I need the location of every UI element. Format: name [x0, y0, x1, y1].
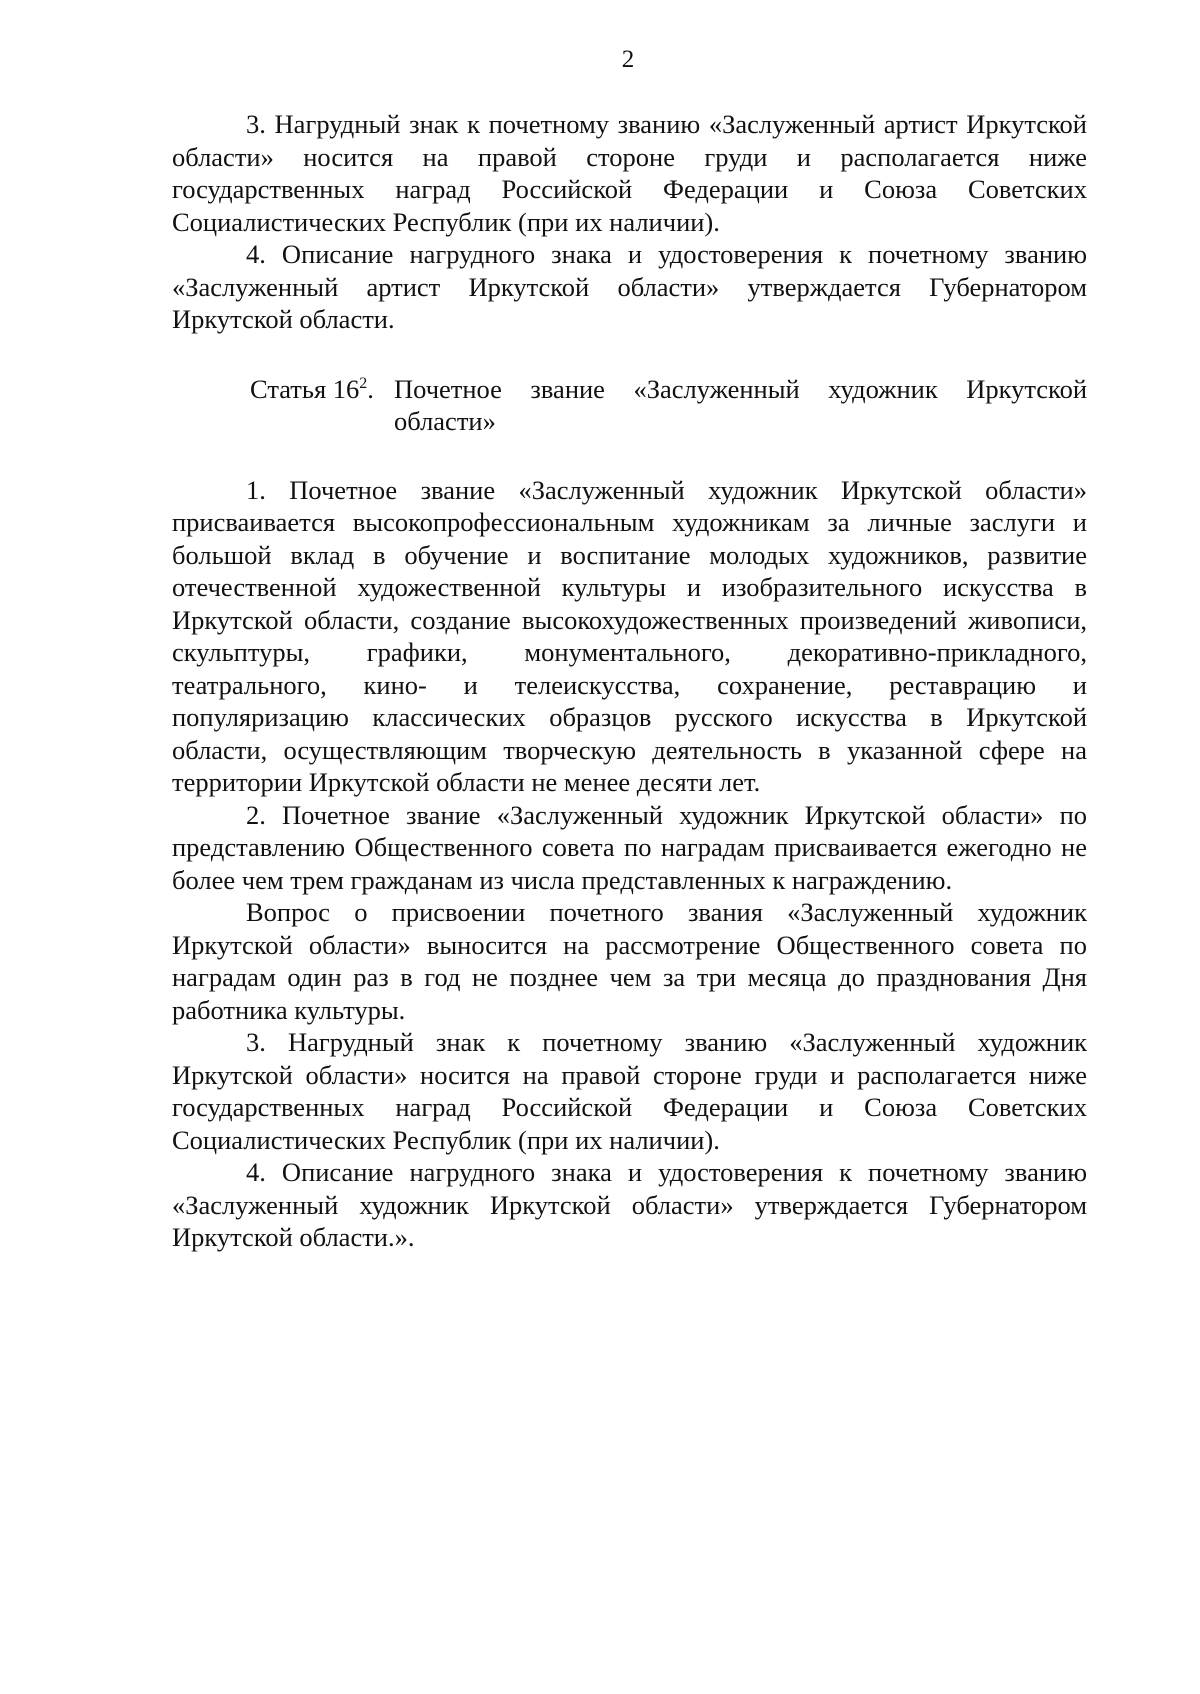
paragraph-article-2: 2. Почетное звание «Заслуженный художник Иркутской области» по представлению Общественного совета по наградам присваивается ежегодно не более чем трем гражданам из числа представленных к награждению.: [172, 799, 1087, 895]
article-label: Статья 16: [250, 373, 360, 404]
page-number: 2: [621, 46, 635, 73]
paragraph-top-4: 4. Описание нагрудного знака и удостоверения к почетному званию «Заслуженный артист Иркутской области» утверждается Губернатором Иркутской области.: [172, 239, 1087, 334]
article-number: [250, 373, 374, 406]
paragraph-article-question: Вопрос о присвоении почетного звания «Заслуженный художник Иркутской области» выносится на рассмотрение Общественного совета по наградам один раз в год не позднее чем за три месяца до празднования Дня работника культуры.: [172, 897, 1087, 1025]
paragraph-article-4: 4. Описание нагрудного знака и удостоверения к почетному званию «Заслуженный художник Иркутской области» утверждается Губернатором Иркутской области.».: [172, 1157, 1087, 1252]
article-title: Почетное звание «Заслуженный художник Иркутской области»: [394, 373, 1087, 436]
paragraph-article-1: 1. Почетное звание «Заслуженный художник Иркутской области» присваивается высокопрофессиональным художникам за личные заслуги и большой вклад в обучение и воспитание молодых художников, развитие отечественной художественной культуры и изобразительного искусства в Иркутской области, создание высокохудожественных произведений живописи, скульптуры, графики, монументального, декоративно-прикладного, театрального, кино- и телеискусства, сохранение, реставрацию и популяризацию классических образцов русского искусства в Иркутской области, осуществляющим творческую деятельность в указанной сфере на территории Иркутской области не менее десяти лет.: [172, 474, 1087, 797]
article-superscript: 2: [359, 374, 368, 392]
paragraph-top-3: 3. Нагрудный знак к почетному званию «Заслуженный артист Иркутской области» носится на правой стороне груди и располагается ниже государственных наград Российской Федерации и Союза Советских Социалистических Республик (при их наличии).: [172, 109, 1087, 237]
document-body: [172, 108, 1087, 1254]
article-suffix: .: [367, 373, 374, 404]
article-heading: [172, 373, 1087, 438]
paragraph-article-3: 3. Нагрудный знак к почетному званию «Заслуженный художник Иркутской области» носится на правой стороне груди и располагается ниже государственных наград Российской Федерации и Союза Советских Социалистических Республик (при их наличии).: [172, 1027, 1087, 1155]
